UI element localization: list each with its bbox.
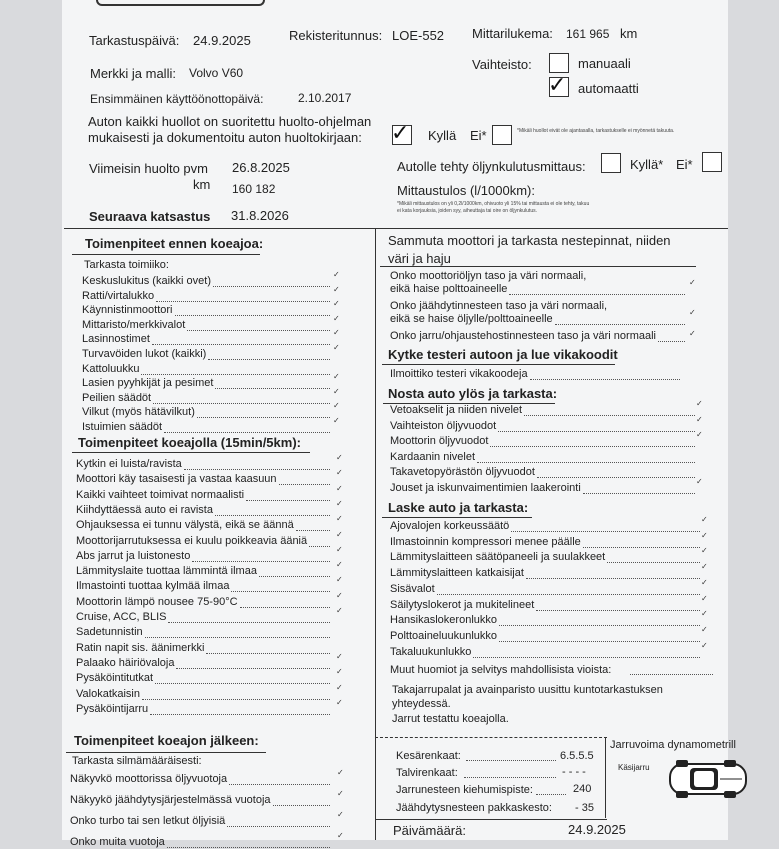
checklist-item-label: Sadetunnistin bbox=[76, 626, 143, 638]
checklist-item-dots bbox=[227, 826, 330, 827]
oljy-label: Autolle tehty öljynkulutusmittaus: bbox=[397, 159, 586, 174]
huollot-ei-label: Ei* bbox=[470, 128, 487, 143]
checklist-item-dots bbox=[206, 653, 330, 654]
checklist-item-dots bbox=[499, 625, 700, 626]
checkmark-icon: ✓ bbox=[701, 546, 708, 555]
checklist-item-label: Vetoakselit ja niiden nivelet bbox=[390, 404, 523, 416]
checkmark-icon: ✓ bbox=[336, 514, 343, 523]
rekisteritunnus-value: LOE-552 bbox=[392, 28, 445, 43]
left-sec3-underline bbox=[66, 752, 266, 753]
checklist-item-dots bbox=[145, 637, 330, 638]
checkmark-icon: ✓ bbox=[333, 343, 340, 352]
checklist-item-dots bbox=[155, 683, 330, 684]
viimeisin-label: Viimeisin huolto pvm bbox=[89, 161, 208, 176]
jarruneste-value: 240 bbox=[573, 783, 592, 795]
checklist-item-label: Ratin napit sis. äänimerkki bbox=[76, 642, 205, 654]
checklist-item-dots bbox=[526, 578, 700, 579]
checklist-item-dots bbox=[184, 469, 330, 470]
jarruneste-label: Jarrunesteen kiehumispiste: bbox=[396, 784, 533, 796]
checklist-item-label: Keskuslukitus (kaikki ovet) bbox=[82, 275, 211, 287]
checklist-item-label: Lasinnostimet bbox=[82, 333, 150, 345]
checklist-item-dots bbox=[231, 591, 330, 592]
checklist-item-dots bbox=[175, 315, 331, 316]
checklist-item-dots bbox=[229, 784, 330, 785]
left-sec1-title: Toimenpiteet ennen koeajoa: bbox=[85, 236, 264, 251]
checkmark-icon: ✓ bbox=[701, 531, 708, 540]
huollot-ei-checkbox[interactable] bbox=[492, 125, 512, 145]
checklist-item-label: Ajovalojen korkeussäätö bbox=[390, 520, 510, 532]
checklist-item-label: Takaluukunlukko bbox=[390, 646, 472, 658]
checkmark-icon: ✓ bbox=[336, 545, 343, 554]
header-divider bbox=[64, 228, 728, 229]
mittarilukema-value: 161 965 bbox=[566, 27, 610, 41]
checklist-item-label: Lasien pyyhkijät ja pesimet bbox=[82, 377, 214, 389]
checklist-item-dots bbox=[273, 805, 330, 806]
rekisteritunnus-label: Rekisteritunnus: bbox=[289, 28, 383, 43]
checklist-item-dots bbox=[509, 294, 685, 295]
checkmark-icon: ✓ bbox=[333, 387, 340, 396]
checklist-item-label: Moottorin lämpö nousee 75-90°C bbox=[76, 596, 238, 608]
checkmark-icon: ✓ bbox=[336, 468, 343, 477]
checkmark-icon: ✓ bbox=[333, 270, 340, 279]
checklist-item-dots bbox=[156, 301, 330, 302]
checklist-item-dots bbox=[498, 431, 695, 432]
mittaustulos-label: Mittaustulos (l/1000km): bbox=[397, 183, 535, 198]
checklist-item-label: Lämmityslaitteen säätöpaneeli ja suulakkeet bbox=[390, 551, 606, 563]
checklist-item-dots bbox=[499, 641, 700, 642]
checklist-item-label: Näkyvkö moottorissa öljyvuotoja bbox=[70, 773, 228, 785]
checkmark-icon: ✓ bbox=[336, 652, 343, 661]
tarkastuspaiva-value: 24.9.2025 bbox=[193, 33, 251, 48]
checklist-item-dots bbox=[240, 607, 330, 608]
checkmark-icon: ✓ bbox=[336, 530, 343, 539]
talvirenkaat-dots bbox=[464, 777, 556, 778]
checklist-item-label: Abs jarrut ja luistonesto bbox=[76, 550, 191, 562]
kayttoonotto-label: Ensimmäinen käyttöönottopäivä: bbox=[90, 92, 264, 106]
seuraava-value: 31.8.2026 bbox=[231, 208, 289, 223]
note-line-3: Jarrut testattu koeajolla. bbox=[392, 713, 509, 725]
right-sec4-underline bbox=[382, 517, 532, 518]
right-sec1-underline bbox=[380, 266, 696, 267]
checkmark-icon: ✓ bbox=[333, 299, 340, 308]
checklist-item-label: Onko jäähdytinnesteen taso ja väri normaali, bbox=[390, 300, 608, 312]
checklist-item-label: Palaako häiriövaloja bbox=[76, 657, 175, 669]
checklist-item-dots bbox=[208, 359, 330, 360]
checklist-item-label: Käynnistinmoottori bbox=[82, 304, 173, 316]
kesarenkaat-label: Kesärenkaat: bbox=[396, 750, 461, 762]
talvirenkaat-label: Talvirenkaat: bbox=[396, 767, 458, 779]
checklist-item-label: Polttoaineluukunlukko bbox=[390, 630, 498, 642]
checklist-item-dots bbox=[167, 847, 330, 848]
checkmark-icon: ✓ bbox=[336, 575, 343, 584]
checklist-item-dots bbox=[215, 388, 330, 389]
checklist-item-label: Lämmityslaite tuottaa lämmintä ilmaa bbox=[76, 565, 257, 577]
checklist-item-label: Kytkin ei luista/ravista bbox=[76, 458, 182, 470]
checklist-item-label: Näkyykö jäähdytysjärjestelmässä vuotoja bbox=[70, 794, 271, 806]
oljy-kylla-checkbox[interactable] bbox=[601, 153, 621, 173]
checklist-item-dots bbox=[473, 657, 700, 658]
vaihteisto-label: Vaihteisto: bbox=[472, 57, 532, 72]
checklist-item-dots bbox=[215, 515, 330, 516]
kesarenkaat-value: 6.5.5.5 bbox=[560, 750, 594, 762]
manuaali-label: manuaali bbox=[578, 56, 631, 71]
merkki-value: Volvo V60 bbox=[189, 66, 244, 80]
checkmark-icon: ✓ bbox=[337, 789, 344, 798]
kayttoonotto-value: 2.10.2017 bbox=[298, 91, 352, 105]
checklist-item-dots bbox=[536, 610, 700, 611]
checkmark-icon: ✓ bbox=[333, 416, 340, 425]
checklist-item-dots bbox=[490, 446, 695, 447]
oljy-ei-checkbox[interactable] bbox=[702, 152, 722, 172]
mittarilukema-label: Mittarilukema: bbox=[472, 26, 553, 41]
checklist-item-dots bbox=[437, 594, 700, 595]
checkmark-icon: ✓ bbox=[337, 768, 344, 777]
checklist-item-label: Vaihteiston öljyvuodot bbox=[390, 420, 497, 432]
checklist-item-label: Sisävalot bbox=[390, 583, 435, 595]
checklist-item-dots bbox=[246, 500, 330, 501]
checklist-item-dots bbox=[259, 576, 330, 577]
paivamaara-label: Päivämäärä: bbox=[393, 823, 466, 838]
checklist-item-dots bbox=[530, 379, 680, 380]
left-sec2-title: Toimenpiteet koeajolla (15min/5km): bbox=[78, 435, 301, 450]
checkmark-icon: ✓ bbox=[336, 484, 343, 493]
checklist-item-label: Moottorijarrutuksessa ei kuulu poikkeavia ääniä bbox=[76, 535, 308, 547]
tarkastuspaiva-label: Tarkastuspäivä: bbox=[89, 33, 180, 48]
checklist-item-label: Ilmastointi tuottaa kylmää ilmaa bbox=[76, 580, 230, 592]
left-sec2-underline bbox=[72, 452, 310, 453]
left-sec1-subtitle: Tarkasta toimiiko: bbox=[84, 259, 169, 271]
checklist-item-label: Pysäköintitutkat bbox=[76, 672, 154, 684]
checklist-item-dots bbox=[168, 622, 330, 623]
checklist-item-label: Säilytyslokerot ja mukitelineet bbox=[390, 599, 535, 611]
date-divider bbox=[375, 819, 607, 820]
checkmark-icon: ✓ bbox=[336, 499, 343, 508]
checklist-item-label: Ilmoittiko testeri vikakoodeja bbox=[390, 368, 528, 380]
checklist-item-label: Kardaanin nivelet bbox=[390, 451, 476, 463]
automaatti-label: automaatti bbox=[578, 81, 639, 96]
checkmark-icon: ✓ bbox=[336, 591, 343, 600]
checkmark-icon: ✓ bbox=[701, 609, 708, 618]
checklist-item-label: Ilmastoinnin kompressori menee päälle bbox=[390, 536, 581, 548]
checklist-item-label: Kaikki vaihteet toimivat normaalisti bbox=[76, 489, 245, 501]
column-divider bbox=[375, 228, 376, 840]
checklist-item-dots bbox=[309, 546, 330, 547]
automaatti-check-icon: ✓ bbox=[548, 73, 567, 98]
checkmark-icon: ✓ bbox=[333, 314, 340, 323]
huollot-note: *Mikäli huollot eivät ole ajantasalla, tarkastukselle ei myönnetä takuuta. bbox=[517, 128, 675, 134]
checkmark-icon: ✓ bbox=[696, 477, 703, 486]
jaahdytys-value: - 35 bbox=[575, 802, 594, 814]
oljy-ei-label: Ei* bbox=[676, 157, 693, 172]
checklist-item-label: Vilkut (myös hätävilkut) bbox=[82, 406, 195, 418]
talvirenkaat-value: - - - - bbox=[562, 766, 586, 778]
left-sec1-underline bbox=[72, 254, 260, 255]
checklist-item-label: Turvavöiden lukot (kaikki) bbox=[82, 348, 207, 360]
jarruvoima-label: Jarruvoima dynamometrill bbox=[610, 739, 736, 751]
checklist-item-dots bbox=[213, 286, 330, 287]
checkmark-icon: ✓ bbox=[337, 831, 344, 840]
right-sec2-title: Kytke testeri autoon ja lue vikakoodit bbox=[388, 347, 618, 362]
checklist-item-label: Hansikaslokeronlukko bbox=[390, 614, 497, 626]
oljy-note-1: *Mikäli mittaustulos on yli 0,2l/1000km, ohivuoto yli 15% tai mittausta ei ole tehty, takuu bbox=[397, 201, 590, 207]
checklist-item-dots bbox=[187, 330, 330, 331]
kasijarru-label: Käsijarru bbox=[618, 763, 650, 772]
checkmark-icon: ✓ bbox=[689, 329, 696, 338]
checklist-item-dots bbox=[142, 699, 330, 700]
checklist-item-label: Onko muita vuotoja bbox=[70, 836, 165, 848]
checkmark-icon: ✓ bbox=[333, 372, 340, 381]
checklist-item-label: Valokatkaisin bbox=[76, 688, 140, 700]
manuaali-checkbox[interactable] bbox=[549, 53, 569, 73]
checkmark-icon: ✓ bbox=[336, 698, 343, 707]
checklist-item-label: Cruise, ACC, BLIS bbox=[76, 611, 167, 623]
huollot-line2: mukaisesti ja dokumentoitu auton huoltokirjaan: bbox=[88, 130, 362, 145]
checklist-item-label: Istuimien säädöt bbox=[82, 421, 163, 433]
checklist-item-dots bbox=[607, 562, 700, 563]
checklist-item-dots bbox=[192, 561, 330, 562]
viimeisin-value: 26.8.2025 bbox=[232, 160, 290, 175]
checkmark-icon: ✓ bbox=[701, 578, 708, 587]
km-value: 160 182 bbox=[232, 182, 276, 196]
car-diagram-icon bbox=[668, 760, 748, 798]
checklist-item-dots bbox=[141, 374, 330, 375]
huollot-line1: Auton kaikki huollot on suoritettu huolto-ohjelman bbox=[88, 114, 372, 129]
huollot-kylla-label: Kyllä bbox=[428, 128, 457, 143]
checklist-item-dots bbox=[176, 668, 330, 669]
right-sec3-title: Nosta auto ylös ja tarkasta: bbox=[388, 386, 558, 401]
merkki-label: Merkki ja malli: bbox=[90, 66, 176, 81]
note-line-2: yhteydessä. bbox=[392, 698, 451, 710]
checkmark-icon: ✓ bbox=[336, 560, 343, 569]
left-sec3-subtitle: Tarkasta silmämääräisesti: bbox=[72, 755, 202, 767]
checkmark-icon: ✓ bbox=[336, 453, 343, 462]
checklist-item-label: Peilien säädöt bbox=[82, 392, 152, 404]
checklist-item-label: Onko moottoriöljyn taso ja väri normaali, bbox=[390, 270, 587, 282]
checklist-item-dots bbox=[583, 493, 695, 494]
checkmark-icon: ✓ bbox=[701, 515, 708, 524]
checklist-item-dots bbox=[511, 531, 700, 532]
checklist-item-dots bbox=[279, 484, 330, 485]
checklist-item-label: Onko jarru/ohjaustehostinnesteen taso ja väri normaali bbox=[390, 330, 656, 342]
checkmark-icon: ✓ bbox=[333, 401, 340, 410]
checkmark-icon: ✓ bbox=[701, 625, 708, 634]
checkmark-icon: ✓ bbox=[701, 562, 708, 571]
oljy-note-2: ei kata korjauksia, joiden syy, aiheuttaja tai oire on öljynkulutus. bbox=[397, 208, 537, 214]
checklist-item-label: Lämmityslaitteen katkaisijat bbox=[390, 567, 524, 579]
checklist-item-dots bbox=[164, 432, 330, 433]
checkmark-icon: ✓ bbox=[701, 594, 708, 603]
checklist-item-dots bbox=[152, 344, 330, 345]
jarruneste-dots bbox=[536, 794, 566, 795]
right-sec4-title: Laske auto ja tarkasta: bbox=[388, 500, 529, 515]
checkmark-icon: ✓ bbox=[337, 810, 344, 819]
tyres-divider bbox=[375, 737, 607, 738]
checkmark-icon: ✓ bbox=[696, 430, 703, 439]
kesarenkaat-dots bbox=[466, 760, 556, 761]
checklist-item-label: Takavetopyörästön öljyvuodot bbox=[390, 466, 535, 478]
right-sec1-title-2: väri ja haju bbox=[388, 251, 451, 266]
checklist-item-label: Kattoluukku bbox=[82, 363, 140, 375]
checkmark-icon: ✓ bbox=[336, 667, 343, 676]
note-line-1: Takajarrupalat ja avainparisto uusittu kuntotarkastuksen bbox=[392, 684, 663, 696]
checklist-item-dots bbox=[197, 417, 330, 418]
mittarilukema-unit: km bbox=[620, 26, 638, 41]
checklist-item-dots bbox=[150, 714, 330, 715]
checklist-item-label: Onko turbo tai sen letkut öljyisiä bbox=[70, 815, 226, 827]
checkmark-icon: ✓ bbox=[689, 278, 696, 287]
paivamaara-value: 24.9.2025 bbox=[568, 822, 626, 837]
checkmark-icon: ✓ bbox=[333, 328, 340, 337]
checklist-item-label: eikä se haise öljylle/polttoaineelle bbox=[390, 313, 553, 325]
left-sec3-title: Toimenpiteet koeajon jälkeen: bbox=[74, 733, 259, 748]
checklist-item-dots bbox=[555, 324, 685, 325]
checklist-item-label: Ohjauksessa ei tunnu välystä, eikä se äännä bbox=[76, 519, 294, 531]
jaahdytys-label: Jäähdytysnesteen pakkaskesto: bbox=[396, 802, 552, 814]
company-logo bbox=[96, 0, 265, 6]
checklist-item-dots bbox=[296, 530, 330, 531]
muut-dots bbox=[630, 674, 713, 675]
checklist-item-label: Moottori käy tasaisesti ja vastaa kaasuun bbox=[76, 473, 277, 485]
checklist-item-dots bbox=[153, 403, 330, 404]
checkmark-icon: ✓ bbox=[701, 641, 708, 650]
seuraava-label: Seuraava katsastus bbox=[89, 209, 211, 224]
checklist-item-label: Jouset ja iskunvaimentimien laakerointi bbox=[390, 482, 581, 494]
muut-label: Muut huomiot ja selvitys mahdollisista vioista: bbox=[390, 664, 612, 676]
checkmark-icon: ✓ bbox=[689, 308, 696, 317]
checkmark-icon: ✓ bbox=[336, 683, 343, 692]
right-sec2-underline bbox=[382, 364, 615, 365]
checklist-item-dots bbox=[658, 341, 685, 342]
checklist-item-label: Kiihdyttäessä auto ei ravista bbox=[76, 504, 213, 516]
checkmark-icon: ✓ bbox=[333, 285, 340, 294]
checkmark-icon: ✓ bbox=[336, 606, 343, 615]
checklist-item-label: Pysäköintijarru bbox=[76, 703, 149, 715]
checklist-item-label: Mittaristo/merkkivalot bbox=[82, 319, 186, 331]
checkmark-icon: ✓ bbox=[696, 415, 703, 424]
checklist-item-label: Moottorin öljyvuodot bbox=[390, 435, 489, 447]
checklist-item-dots bbox=[524, 415, 695, 416]
checklist-item-dots bbox=[537, 477, 695, 478]
huollot-check-icon: ✓ bbox=[391, 121, 410, 146]
oljy-kylla-label: Kyllä* bbox=[630, 157, 664, 172]
checklist-item-label: eikä haise polttoaineelle bbox=[390, 283, 508, 295]
km-label: km bbox=[193, 177, 211, 192]
checklist-item-dots bbox=[477, 462, 695, 463]
checkmark-icon: ✓ bbox=[696, 399, 703, 408]
checklist-item-label: Ratti/virtalukko bbox=[82, 290, 155, 302]
checklist-item-dots bbox=[583, 547, 700, 548]
right-sec1-title-1: Sammuta moottori ja tarkasta nestepinnat, niiden bbox=[388, 233, 671, 248]
